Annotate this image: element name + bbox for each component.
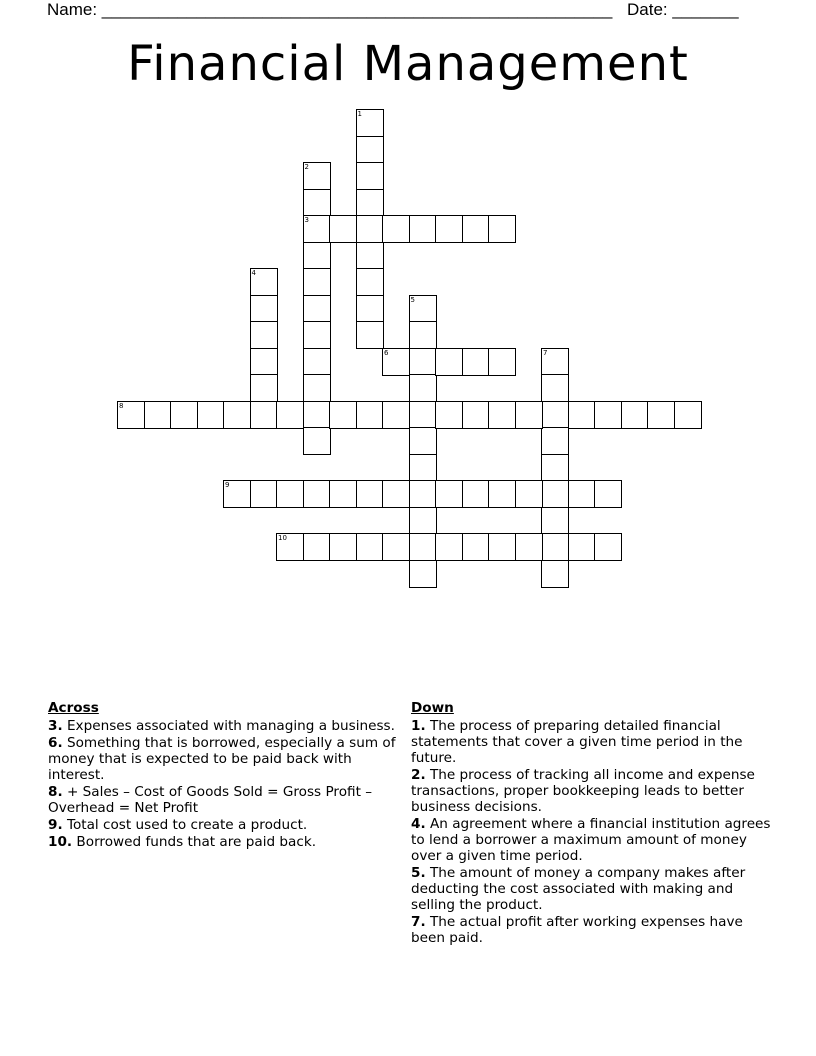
- crossword-cell[interactable]: [541, 374, 569, 402]
- crossword-cell[interactable]: [303, 533, 331, 561]
- across-heading: Across: [48, 700, 99, 716]
- crossword-cell[interactable]: [117, 401, 145, 429]
- crossword-cell[interactable]: [303, 348, 331, 376]
- crossword-cell[interactable]: [356, 109, 384, 137]
- clue-number: 8.: [48, 784, 63, 800]
- crossword-cell[interactable]: [541, 401, 569, 429]
- cell-number: 3: [304, 216, 309, 224]
- page-title: Financial Management: [127, 36, 689, 92]
- crossword-cell[interactable]: [409, 348, 437, 376]
- crossword-cell[interactable]: [488, 401, 516, 429]
- date-field[interactable]: Date: _______: [627, 0, 739, 19]
- crossword-cell[interactable]: [541, 507, 569, 535]
- down-clues: [411, 700, 776, 947]
- clue-number: 9.: [48, 817, 63, 833]
- clue-number: 1.: [411, 718, 426, 734]
- crossword-cell[interactable]: [303, 189, 331, 217]
- crossword-cell[interactable]: [568, 533, 596, 561]
- crossword-cell[interactable]: [409, 507, 437, 535]
- crossword-cell[interactable]: [329, 533, 357, 561]
- clue-number: 10.: [48, 834, 73, 850]
- crossword-cell[interactable]: [594, 401, 622, 429]
- crossword-cell[interactable]: [409, 401, 437, 429]
- crossword-cell[interactable]: [382, 401, 410, 429]
- crossword-cell[interactable]: [541, 480, 569, 508]
- crossword-cell[interactable]: [515, 480, 543, 508]
- crossword-cell[interactable]: [382, 215, 410, 243]
- crossword-cell[interactable]: [303, 480, 331, 508]
- cell-number: 1: [357, 110, 362, 118]
- name-field[interactable]: Name: ______________________________________________________: [47, 0, 613, 19]
- crossword-cell[interactable]: [356, 215, 384, 243]
- crossword-cell[interactable]: [356, 162, 384, 190]
- clue-text: The process of tracking all income and expense transactions, proper bookkeeping leads to better business decisions.: [411, 767, 755, 815]
- crossword-cell[interactable]: [303, 401, 331, 429]
- crossword-cell[interactable]: [674, 401, 702, 429]
- down-heading: Down: [411, 700, 454, 716]
- crossword-cell[interactable]: [462, 215, 490, 243]
- crossword-cell[interactable]: [435, 401, 463, 429]
- crossword-cell[interactable]: [647, 401, 675, 429]
- crossword-cell[interactable]: [409, 374, 437, 402]
- cell-number: 7: [543, 348, 548, 357]
- cell-number: 6: [384, 348, 389, 357]
- crossword-cell[interactable]: [356, 189, 384, 217]
- crossword-cell[interactable]: [409, 295, 437, 323]
- crossword-cell[interactable]: [568, 480, 596, 508]
- clue-text: Something that is borrowed, especially a sum of money that is expected to be paid back with interest.: [48, 735, 396, 783]
- crossword-cell[interactable]: [541, 533, 569, 561]
- crossword-cell[interactable]: [621, 401, 649, 429]
- crossword-cell[interactable]: [250, 295, 278, 323]
- down-clue: [411, 865, 776, 913]
- clue-number: 4.: [411, 816, 426, 832]
- across-clue: [48, 834, 398, 850]
- crossword-cell[interactable]: [356, 480, 384, 508]
- across-clue: [48, 718, 398, 734]
- crossword-cell[interactable]: [303, 242, 331, 270]
- clue-text: Total cost used to create a product.: [66, 817, 308, 833]
- crossword-cell[interactable]: [250, 348, 278, 376]
- crossword-cell[interactable]: [541, 560, 569, 588]
- crossword-cell[interactable]: [409, 427, 437, 455]
- crossword-cell[interactable]: [303, 268, 331, 296]
- down-clue-list: [411, 718, 776, 946]
- crossword-cell[interactable]: [409, 321, 437, 349]
- crossword-cell[interactable]: [250, 268, 278, 296]
- crossword-cell[interactable]: [515, 533, 543, 561]
- clue-text: An agreement where a financial institution agrees to lend a borrower a maximum amount of money over a given time period.: [411, 816, 771, 864]
- crossword-cell[interactable]: [409, 454, 437, 482]
- crossword-cell[interactable]: [594, 480, 622, 508]
- crossword-cell[interactable]: [276, 480, 304, 508]
- crossword-cell[interactable]: [356, 268, 384, 296]
- across-clue-list: [48, 718, 398, 850]
- down-clue: [411, 767, 776, 815]
- crossword-cell[interactable]: [303, 374, 331, 402]
- crossword-cell[interactable]: [435, 533, 463, 561]
- crossword-cell[interactable]: [303, 427, 331, 455]
- crossword-cell[interactable]: [488, 533, 516, 561]
- crossword-cell[interactable]: [568, 401, 596, 429]
- across-clue: [48, 735, 398, 783]
- crossword-cell[interactable]: [409, 533, 437, 561]
- crossword-cell[interactable]: [250, 321, 278, 349]
- crossword-cell[interactable]: [223, 480, 251, 508]
- clue-number: 6.: [48, 735, 63, 751]
- down-clue: [411, 718, 776, 766]
- crossword-cell[interactable]: [435, 480, 463, 508]
- clue-text: The amount of money a company makes after deducting the cost associated with making and selling the product.: [411, 865, 746, 913]
- across-clue: [48, 817, 398, 833]
- crossword-cell[interactable]: [594, 533, 622, 561]
- crossword-cell[interactable]: [462, 348, 490, 376]
- across-clues: [48, 700, 398, 851]
- clue-text: Borrowed funds that are paid back.: [76, 834, 317, 850]
- clue-text: The actual profit after working expenses have been paid.: [411, 914, 743, 946]
- crossword-cell[interactable]: [303, 295, 331, 323]
- crossword-cell[interactable]: [382, 348, 410, 376]
- crossword-cell[interactable]: [329, 215, 357, 243]
- crossword-cell[interactable]: [250, 401, 278, 429]
- crossword-cell[interactable]: [197, 401, 225, 429]
- clue-number: 7.: [411, 914, 426, 930]
- crossword-cell[interactable]: [250, 374, 278, 402]
- down-clue: [411, 816, 776, 864]
- crossword-cell[interactable]: [223, 401, 251, 429]
- crossword-cell[interactable]: [276, 533, 304, 561]
- crossword-cell[interactable]: [170, 401, 198, 429]
- crossword-cell[interactable]: [409, 215, 437, 243]
- crossword-cell[interactable]: [488, 215, 516, 243]
- crossword-cell[interactable]: [435, 215, 463, 243]
- clue-text: Expenses associated with managing a business.: [66, 718, 395, 734]
- crossword-cell[interactable]: [541, 348, 569, 376]
- crossword-cell[interactable]: [382, 480, 410, 508]
- cell-number: 9: [225, 481, 230, 489]
- crossword-cell[interactable]: [356, 533, 384, 561]
- crossword-cell[interactable]: [462, 533, 490, 561]
- crossword-cell[interactable]: [435, 348, 463, 376]
- clue-number: 3.: [48, 718, 63, 734]
- cell-number: 8: [119, 401, 124, 410]
- crossword-cell[interactable]: [356, 295, 384, 323]
- clue-text: + Sales – Cost of Goods Sold = Gross Profit – Overhead = Net Profit: [48, 784, 373, 816]
- crossword-cell[interactable]: [382, 533, 410, 561]
- crossword-cell[interactable]: [250, 480, 278, 508]
- across-clue: [48, 784, 398, 816]
- crossword-cell[interactable]: [462, 480, 490, 508]
- cell-number: 4: [251, 269, 256, 277]
- crossword-cell[interactable]: [488, 480, 516, 508]
- crossword-cell[interactable]: [303, 162, 331, 190]
- clue-text: The process of preparing detailed financial statements that cover a given time period in the future.: [411, 718, 743, 766]
- crossword-cell[interactable]: [303, 215, 331, 243]
- crossword-cell[interactable]: [462, 401, 490, 429]
- down-clue: [411, 914, 776, 946]
- crossword-cell[interactable]: [515, 401, 543, 429]
- crossword-cell[interactable]: [409, 480, 437, 508]
- crossword-cell[interactable]: [276, 401, 304, 429]
- crossword-cell[interactable]: [329, 480, 357, 508]
- clue-number: 5.: [411, 865, 426, 881]
- cell-number: 10: [278, 534, 287, 542]
- cell-number: 5: [410, 295, 415, 304]
- crossword-cell[interactable]: [541, 427, 569, 455]
- crossword-cell[interactable]: [409, 560, 437, 588]
- crossword-cell[interactable]: [488, 348, 516, 376]
- crossword-cell[interactable]: [356, 321, 384, 349]
- crossword-cell[interactable]: [144, 401, 172, 429]
- cell-number: 2: [304, 163, 309, 171]
- crossword-cell[interactable]: [303, 321, 331, 349]
- crossword-cell[interactable]: [356, 136, 384, 164]
- crossword-cell[interactable]: [541, 454, 569, 482]
- crossword-cell[interactable]: [356, 401, 384, 429]
- clue-number: 2.: [411, 767, 426, 783]
- crossword-cell[interactable]: [329, 401, 357, 429]
- crossword-cell[interactable]: [356, 242, 384, 270]
